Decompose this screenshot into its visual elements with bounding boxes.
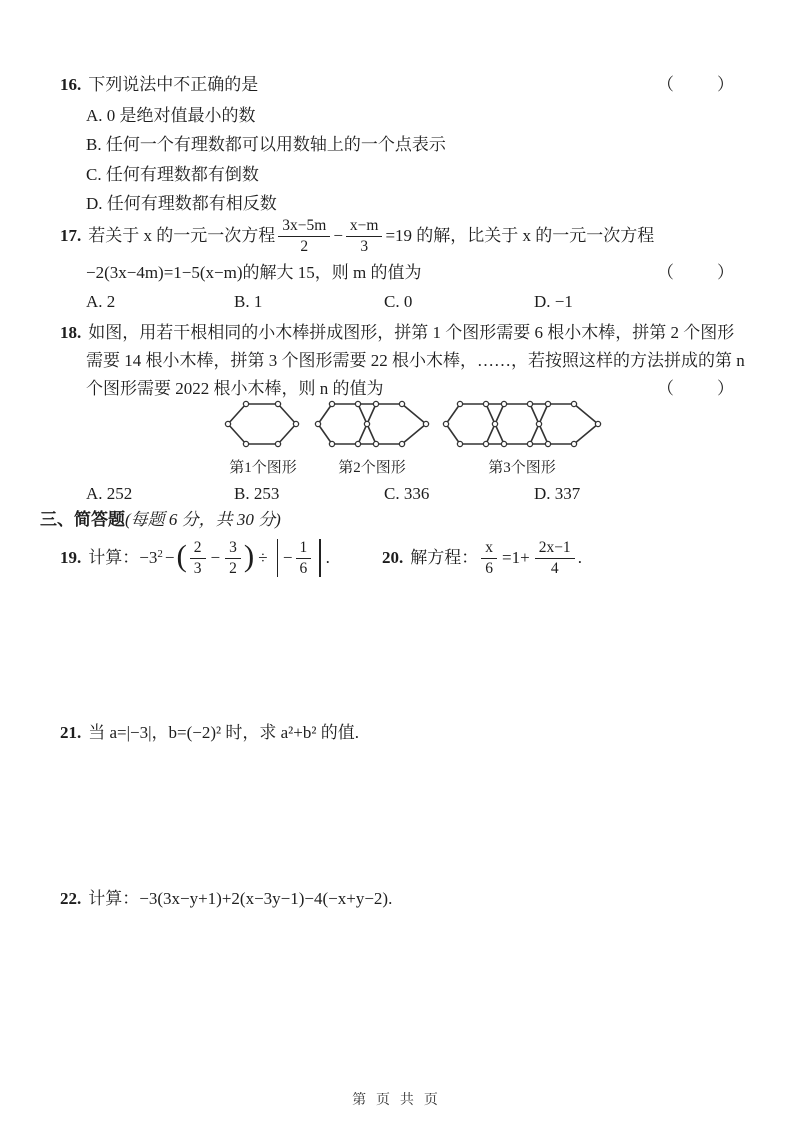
question-19-row: 19. 计算： $-3^2$ − ( $\frac{2}{3}$ − $\frac{3}{2}$ ) ÷ − $\frac{1}{6}$ . [60, 538, 330, 577]
figure-1-hexagon-diagram [224, 398, 302, 450]
question-18-line1: 如图，用若干根相同的小木棒拼成图形，拼第 1 个图形需要 6 根小木棒，拼第 2 个图形 [88, 323, 735, 342]
minus-sign: − [210, 548, 221, 568]
question-20-label: 解方程： [410, 548, 479, 568]
section-3-header [40, 509, 281, 530]
question-17-stem-pre: 若关于 x 的一元一次方程 [88, 226, 276, 246]
question-20-row [382, 536, 582, 580]
question-16-answer-bracket: （ ） [657, 75, 737, 94]
question-17-option-a: A. 2 [86, 292, 116, 311]
section-3-note: (每题 6 分，共 30 分) [125, 510, 281, 529]
question-18-line1-row [60, 322, 734, 343]
fraction: $\frac{2x-1}{4}$ [535, 539, 575, 578]
question-17-line2: −2(3x−4m)=1−5(x−m)的解大 15，则 m 的值为 [86, 263, 422, 282]
question-19-number: 19. [60, 548, 82, 568]
figure-3-label: 第3个图形 [488, 460, 556, 477]
question-18-figures [224, 398, 602, 478]
question-22-row [60, 888, 392, 909]
fraction: $\frac{x}{6}$ [481, 539, 497, 578]
absolute-value-bar [319, 539, 320, 577]
minus-sign: − [282, 548, 293, 568]
question-16-option-d: D. 任何有理数都有相反数 [86, 194, 277, 213]
question-16-stem-row [60, 74, 753, 95]
exponent: 2 [157, 548, 163, 561]
figure-3-block [442, 398, 602, 478]
question-18-line3: 个图形需要 2022 根小木棒，则 n 的值为 [86, 379, 384, 398]
question-21-row [60, 722, 359, 743]
minus-sign: − [333, 226, 343, 246]
fraction: $\frac{x-m}{3}$ [346, 217, 383, 256]
question-18-line2: 需要 14 根小木棒，拼第 3 个图形需要 22 根小木棒，……，若按照这样的方法拼成的第 n [86, 351, 745, 370]
question-19-label: 计算： [88, 548, 140, 568]
fraction: $\frac{3}{2}$ [225, 539, 241, 578]
figure-1-label: 第1个图形 [229, 460, 297, 477]
question-18-option-a: A. 252 [86, 484, 133, 503]
period: . [577, 548, 582, 568]
question-18-option-c: C. 336 [384, 484, 430, 503]
question-17-number: 17. [60, 226, 82, 246]
question-21-text: 当 a=|−3|，b=(−2)² 时，求 a²+b² 的值. [88, 723, 359, 742]
question-18-answer-bracket: （ ） [657, 379, 737, 398]
figure-3-hexagons-diagram [442, 398, 602, 450]
question-18-option-b: B. 253 [234, 484, 280, 503]
figure-1-block [224, 398, 302, 478]
question-16-option-c: C. 任何有理数都有倒数 [86, 165, 259, 184]
formula-term: $-3^2$ [139, 548, 163, 568]
question-17-stem-post: =19 的解，比关于 x 的一元一次方程 [385, 226, 655, 246]
divide-sign: ÷ [258, 548, 268, 568]
question-16-option-b: B. 任何一个有理数都可以用数轴上的一个点表示 [86, 135, 446, 154]
section-3-title: 三、简答题 [40, 510, 125, 529]
question-17-stem-row [60, 214, 654, 258]
figure-2-hexagons-diagram [314, 398, 430, 450]
fraction: $\frac{1}{6}$ [296, 539, 312, 578]
figure-2-block [314, 398, 430, 478]
question-18-option-d: D. 337 [534, 484, 581, 503]
minus-sign: − [164, 548, 175, 568]
question-16-number: 16. [60, 75, 82, 94]
absolute-value-bar [277, 539, 278, 577]
page-footer: 第 页 共 页 [352, 1091, 441, 1107]
question-17-option-b: B. 1 [234, 292, 263, 311]
fraction: $\frac{2}{3}$ [190, 539, 206, 578]
equals-plus: =1+ [502, 548, 530, 568]
question-17-option-d: D. −1 [534, 292, 573, 311]
question-18-number: 18. [60, 323, 82, 342]
fraction: $\frac{3x-5m}{2}$ [278, 217, 330, 256]
question-21-number: 21. [60, 723, 82, 742]
question-16-stem: 下列说法中不正确的是 [88, 75, 259, 94]
period: . [325, 548, 330, 568]
question-17-option-c: C. 0 [384, 292, 413, 311]
question-16-option-a: A. 0 是绝对值最小的数 [86, 106, 256, 125]
question-22-text: 计算：−3(3x−y+1)+2(x−3y−1)−4(−x+y−2). [88, 889, 393, 908]
question-17-answer-bracket: （ ） [657, 263, 737, 282]
question-20-number: 20. [382, 548, 404, 568]
figure-2-label: 第2个图形 [338, 460, 406, 477]
question-22-number: 22. [60, 889, 82, 908]
